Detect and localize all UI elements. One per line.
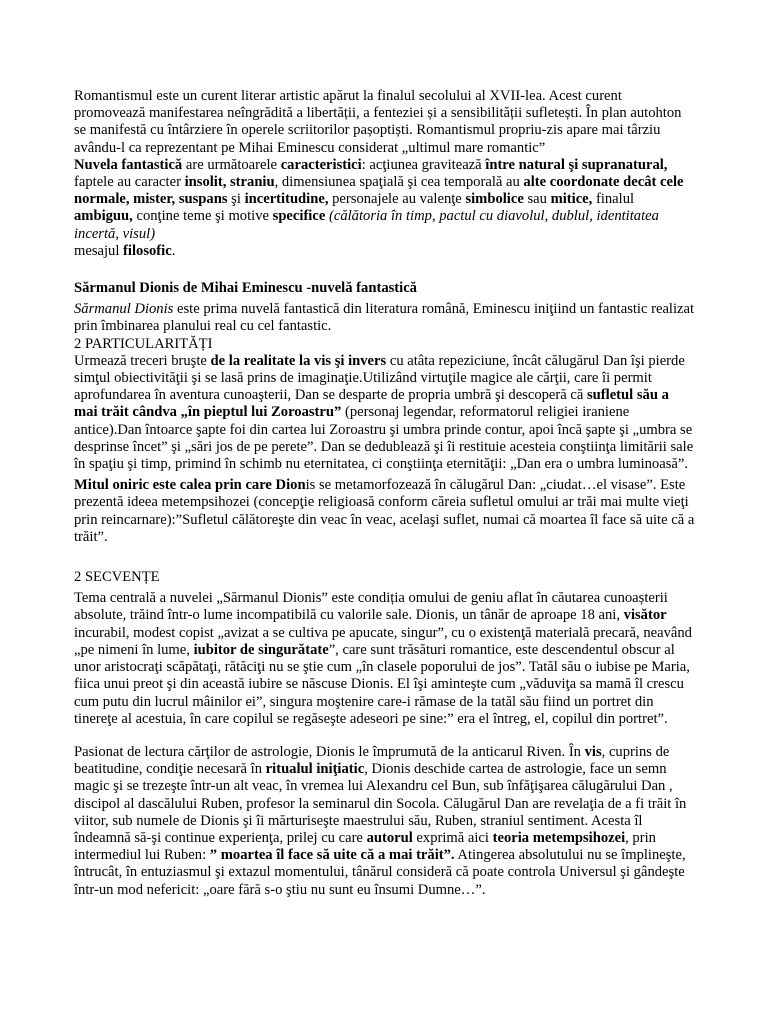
section-heading: Sărmanul Dionis de Mihai Eminescu -nuvelă fantastică xyxy=(74,280,417,297)
secvente-heading: 2 SECVENȚE xyxy=(74,569,160,586)
nuvela-fantastica-paragraph: Nuvela fantastică are următoarele caracteristici: acţiunea gravitează între natural şi supranatural, faptele au caracter insolit, straniu, dimensiunea spaţială şi cea temporală au alte coordonate decât cele normale, mister, suspans şi incertitudine, personajele au valenţe simbolice sau mitice, finalul ambiguu, conţine teme şi motive specifice (călătoria în timp, pactul cu diavolul, dublul, identitatea incertă, visul) mesajul filosofic. xyxy=(74,156,684,259)
pasionat-paragraph: Pasionat de lectura cărţilor de astrologie, Dionis le împrumută de la anticarul Riven. În vis, cuprins de beatitudine, condiţie necesară în ritualul iniţiatic, Dionis deschide cartea de astrologie, face un semn magic şi se trezeşte într-un alt veac, în vremea lui Alexandru cel Bun, sub înfăţişarea călugărului Dan , discipol al dascălului Ruben, profesor la seminarul din Socola. Călugărul Dan are revelaţia de a fi trăit în viitor, sub numele de Dionis şi îi mărturiseşte maestrului său, Ruben, straniul sentiment. Acesta îl îndeamnă să-şi continue experienţa, prilej cu care autorul exprimă aici teoria metempsihozei, prin intermediul lui Ruben: ” moartea îl face să uite că a mai trăit”. Atingerea absolutului nu se împlineşte, întrucât, în entuziasmul şi extazul momentului, tânărul consideră că poate controla Universul şi gândeşte într-un mod nefericit: „oare fără s-o ştiu nu sunt eu însumi Dumne…”. xyxy=(74,743,687,898)
treceri-paragraph: Urmează treceri bruşte de la realitate la vis şi invers cu atâta repeziciune, încât călugărul Dan îşi pierde simţul obiectivităţii şi se lasă prins de imaginaţie.Utilizând virtuţile magice ale cărţii, care îi permit aprofundarea în aventura cunoaşterii, Dan se desparte de propria umbră şi descoperă că sufletul său a mai trăit cândva „în pieptul lui Zoroastru” (personaj legendar, reformatorul religiei iraniene antice).Dan întoarce şapte foi din cartea lui Zoroastru şi umbra prinde contur, apoi încă şapte şi „umbra se desprinse încet” şi „sări jos de pe perete”. Dan se dedublează şi îi restituie acesteia conştiinţa limitării sale în spaţiu şi timp, primind în schimb nu eternitatea, ci conştiinţa eternităţii: „Dan era o umbra luminoasă”. xyxy=(74,352,694,473)
tema-paragraph: Tema centrală a nuvelei „Sărmanul Dionis” este condiția omului de geniu aflat în căutarea cunoașterii absolute, trăind într-o lume incompatibilă cu valorile sale. Dionis, un tânăr de aproape 18 ani, visător incurabil, modest copist „avizat a se cultiva pe apucate, singur”, cu o existenţă materială precară, neavând „pe nimeni în lume, iubitor de singurătate”, care sunt trăsături romantice, este descendentul obscur al unor aristocraţi scăpătaţi, rătăciţi nu se ştie cum „în clasele poporului de jos”. Tatăl său o iubise pe Maria, fiica unui preot şi din această iubire se născuse Dionis. El îşi aminteşte cum „văduviţa sa mamă îl crescu cum putu din lucrul mâinilor ei”, singura moştenire care-i rămase de la tatăl său fiind un portret din tinereţe al acestuia, în care copilul se regăseşte adeseori pe sine:” era el întreg, el, copilul din portret”. xyxy=(74,590,692,727)
particularitati-heading: 2 PARTICULARITĂȚI xyxy=(74,335,213,352)
intro-paragraph: Romantismul este un curent literar artistic apărut la finalul secolului al XVII-lea. Acest curent promovează manifestarea neîngrădită a libertății, a fenteziei și a sensibilității sufletești. În plan autohton se manifestă cu întârziere în operele scriitorilor pașoptiști. Romantismul propriu-zis apare mai târziu avându-l ca reprezentant pe Mihai Eminescu considerat „ultimul mare romantic” xyxy=(74,88,682,156)
mitul-oniric-paragraph: Mitul oniric este calea prin care Dionis se metamorfozează în călugărul Dan: „ciudat…el visase”. Este prezentă ideea metempsihozei (concepţie religioasă conform căreia sufletul omului ar trăi mai multe vieţi prin reincarnare):”Sufletul călătoreşte din veac în veac, acelaşi suflet, numai că moartea îl face să uite că a trăit”. xyxy=(74,477,695,545)
document-page xyxy=(74,88,696,899)
prima-nuvela-paragraph: Sărmanul Dionis este prima nuvelă fantastică din literatura română, Eminescu iniţiind un fantastic realizat prin îmbinarea planului real cu cel fantastic. xyxy=(74,301,695,335)
work-title: Sărmanul Dionis xyxy=(74,301,174,318)
nuvela-term: Nuvela fantastică xyxy=(74,156,183,173)
